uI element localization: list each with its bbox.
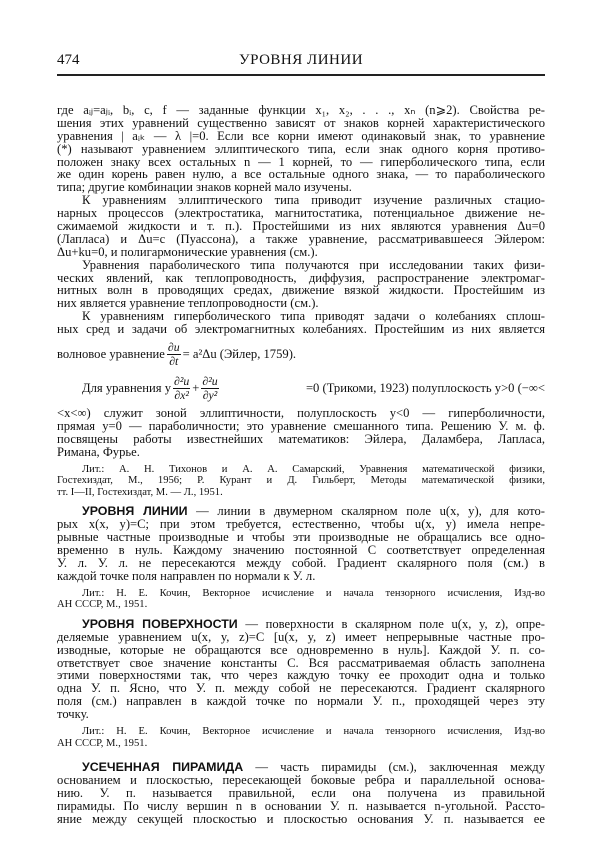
paragraph-hyperbolic [57, 310, 545, 336]
page-number: 474 [57, 52, 80, 68]
text-line: Лит.: Н. Е. Кочин, Векторное исчисление и начала тензорного исчисления, Изд-во [82, 726, 545, 738]
entry-definition-start: — часть пирамиды (см.), заключенная между [243, 760, 545, 775]
text-line: яние между секущей плоскостью и плоскостью основания У. п. называется ее [57, 811, 545, 826]
text-line: К уравнениям эллиптического типа приводит изучение различных стацио- [82, 193, 545, 208]
text-line: точку. [57, 707, 89, 722]
text-line: (*) называют уравнением эллиптического типа, если знак одного корня противо- [57, 141, 545, 156]
text-line: них является уравнение теплопроводности (см.). [57, 296, 319, 311]
literature-3 [57, 726, 545, 749]
text-line: основанием и плоскостью, пересекающей боковые ребра и параллельной основа- [57, 773, 545, 788]
entry-definition-start: — линии в двумерном скалярном поле u(x, y), для кото- [187, 504, 545, 519]
paragraph-elliptic [57, 194, 545, 258]
text-line: ных сред и задачи об электромагнитных колебаниях. Простейшим из них является [57, 322, 545, 337]
literature-2 [57, 588, 545, 611]
text-line: положен знаку всех остальных n — 1 корней, то — гиперболического типа, если [57, 154, 545, 169]
text-line: поля (см.) направлен в каждой точке по нормали У. п., проходящей через эту [57, 694, 545, 709]
running-title: УРОВНЯ ЛИНИИ [238, 52, 364, 68]
text-line: ческих явлений, как теплопроводность, диффузия, распространение электромаг- [57, 270, 545, 285]
text-line: рывные частные производные и чтобы эти производные не обращались все одно- [57, 530, 545, 545]
entry-heading: УСЕЧЕННАЯ ПИРАМИДА [82, 760, 244, 775]
tricomi-fraction-2 [201, 375, 218, 402]
text-line: деляемые уравнением u(x, y, z)=C [u(x, y, z) имеет непрерывные частные про- [57, 629, 545, 644]
text-line: пирамиды. По числу вершин n в основании У. п. называется n-угольной. Рассто- [57, 798, 545, 813]
text-line: этими поверхностями так, что через каждую точку ее проходит одна и только [57, 668, 545, 683]
entry-truncated-pyramid [57, 761, 545, 825]
text-line: же один корень равен нулю, а все остальные одного знака, — то параболического [57, 167, 545, 182]
page-header [57, 50, 545, 76]
text-line: изводные, которые не обращаются все одновременно в нуль]. Каждой У. п. со- [57, 642, 545, 657]
text-line: посвящены работы известнейших математиков: Эйлера, Даламбера, Лапласа, [57, 431, 545, 446]
entry-level-surfaces [57, 618, 545, 721]
text-line: ответствует свое значение константы C. Вся рассматриваемая область заполнена [57, 655, 545, 670]
text-line: временно в нуль. Каждому значению постоянной C соответствует определенная [57, 543, 545, 558]
tricomi-formula [82, 375, 221, 402]
text-line: Римана, Фурье. [57, 444, 140, 459]
text-line: каждой точке поля направлен по нормали к У. л. [57, 568, 316, 583]
text-line: нию. У. п. называется правильной, если она получена из правильной [57, 786, 545, 800]
fraction-numerator: ∂u [167, 340, 180, 355]
text-line: Гостехиздат, М., 1956; Р. Курант и Д. Гильберт, Методы математической физики, [57, 475, 545, 487]
wave-suffix: = a²Δu (Эйлер, 1759). [182, 347, 297, 362]
fraction-denominator: ∂x² [174, 388, 189, 403]
tricomi-suffix: =0 (Трикоми, 1923) полуплоскость y>0 (−∞< [305, 381, 545, 396]
entry-first-line [57, 618, 545, 631]
entry-heading: УРОВНЯ ЛИНИИ [82, 504, 188, 519]
text-line: где aᵢⱼ=aⱼᵢ, bᵢ, c, f — заданные функции x₁, x₂, . . ., xₙ (n⩾2). Свойства ре- [57, 103, 545, 117]
text-line: К уравнениям гиперболического типа приводят задачи о колебаниях сплош- [82, 309, 545, 324]
text-line: нарных процессов (электростатика, магнитостатика, потенциальное движение не- [57, 206, 545, 221]
paragraph-parabolic [57, 259, 545, 311]
wave-fraction [167, 341, 181, 368]
text-line: уравнения | aᵢₖ — λ |=0. Если все корни имеют одинаковый знак, то уравнение [57, 128, 545, 143]
text-line: шения этих уравнений существенно зависят от знаков корней характеристического [57, 115, 545, 130]
text-line: Уравнения параболического типа получаются при исследовании таких физи- [82, 257, 545, 272]
text-line: типа; другие комбинации знаков корней мало изучены. [57, 180, 352, 195]
fraction-numerator: ∂²u [174, 374, 190, 389]
text-line: АН СССР, М., 1951. [57, 737, 148, 749]
paragraph-equation-types [57, 104, 545, 194]
text-line: рых x(x, y)=C; при этом требуется, естественно, чтобы u(x, y) имела непре- [57, 517, 545, 532]
wave-prefix: волновое уравнение [57, 347, 165, 362]
plus-sign: + [192, 381, 200, 396]
tricomi-fraction-1 [173, 375, 190, 402]
wave-equation-line [57, 341, 545, 368]
paragraph-mixed-type [57, 407, 545, 459]
tricomi-prefix: Для уравнения y [82, 381, 171, 396]
text-line: АН СССР, М., 1951. [57, 599, 148, 611]
tricomi-equation-line [57, 375, 545, 402]
text-line: Δu+ku=0, и полигармонические уравнения (см.). [57, 244, 318, 259]
entry-level-lines [57, 505, 545, 582]
literature-1 [57, 464, 545, 499]
entry-definition-start: — поверхности в скалярном поле u(x, y, z), опре- [237, 616, 545, 631]
text-line: прямая y=0 — параболичности; это уравнение смешанного типа. Решению У. м. ф. [57, 418, 545, 433]
fraction-denominator: ∂y² [202, 388, 218, 403]
fraction-denominator: ∂t [169, 354, 179, 369]
text-line: одна У. п. Ясно, что У. п. между собой не пересекаются. Градиент скалярного [57, 681, 545, 696]
fraction-numerator: ∂²u [202, 374, 218, 389]
text-line: Лит.: А. Н. Тихонов и А. А. Самарский, Уравнения математической физики, [82, 463, 545, 475]
text-line: нитных волн в проводящих средах, движение вязкой жидкости. Простейшим из [57, 283, 545, 298]
text-line: сжимаемой жидкости и т. п.). Простейшими из них являются уравнения Δu=0 [57, 219, 545, 234]
text-line: Лит.: Н. Е. Кочин, Векторное исчисление и начала тензорного исчисления, Изд-во [82, 587, 545, 599]
entry-heading: УРОВНЯ ПОВЕРХНОСТИ [82, 616, 238, 631]
text-line: У. л. У. л. не пересекаются между собой. Градиент скалярного поля (см.) в [57, 555, 545, 570]
text-line: <x<∞) служит зоной эллиптичности, полуплоскость y<0 — гиперболичности, [57, 406, 545, 421]
text-line: (Лапласа) и Δu=c (Пуассона), а также уравнение, рассматривавшееся Эйлером: [57, 231, 545, 246]
text-line: тт. I—II, Гостехиздат, М. — Л., 1951. [57, 486, 223, 498]
page-body [57, 104, 545, 826]
